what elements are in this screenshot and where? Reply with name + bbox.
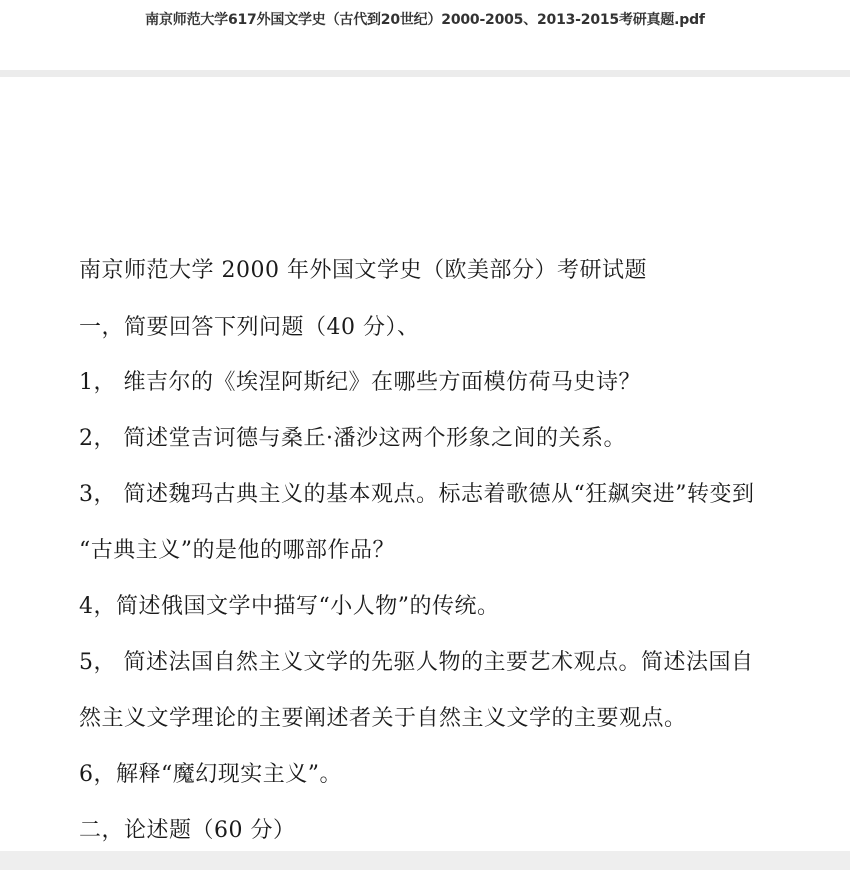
question-3-line-1: 3， 简述魏玛古典主义的基本观点。标志着歌德从“狂飙突进”转变到 xyxy=(79,482,755,507)
question-3-line-2: “古典主义”的是他的哪部作品？ xyxy=(79,538,395,563)
question-5-line-1: 5， 简述法国自然主义文学的先驱人物的主要艺术观点。简述法国自 xyxy=(79,650,754,675)
question-2: 2， 简述堂吉诃德与桑丘·潘沙这两个形象之间的关系。 xyxy=(79,426,626,451)
question-1: 1， 维吉尔的《埃涅阿斯纪》在哪些方面模仿荷马史诗？ xyxy=(79,370,641,395)
document-page xyxy=(0,77,850,851)
header-divider xyxy=(0,70,850,77)
viewer-footer-bar xyxy=(0,851,850,870)
section-heading-2: 二，论述题（60 分） xyxy=(79,818,296,843)
question-5-line-2: 然主义文学理论的主要阐述者关于自然主义文学的主要观点。 xyxy=(79,706,687,731)
exam-title: 南京师范大学 2000 年外国文学史（欧美部分）考研试题 xyxy=(79,258,647,283)
section-heading-1: 一，简要回答下列问题（40 分）、 xyxy=(79,315,420,340)
file-title: 南京师范大学617外国文学史（古代到20世纪）2000-2005、2013-2015考研真题.pdf xyxy=(145,12,705,28)
question-4: 4，简述俄国文学中描写“小人物”的传统。 xyxy=(79,594,500,619)
question-6: 6，解释“魔幻现实主义”。 xyxy=(79,762,342,787)
viewer-header xyxy=(0,0,850,70)
